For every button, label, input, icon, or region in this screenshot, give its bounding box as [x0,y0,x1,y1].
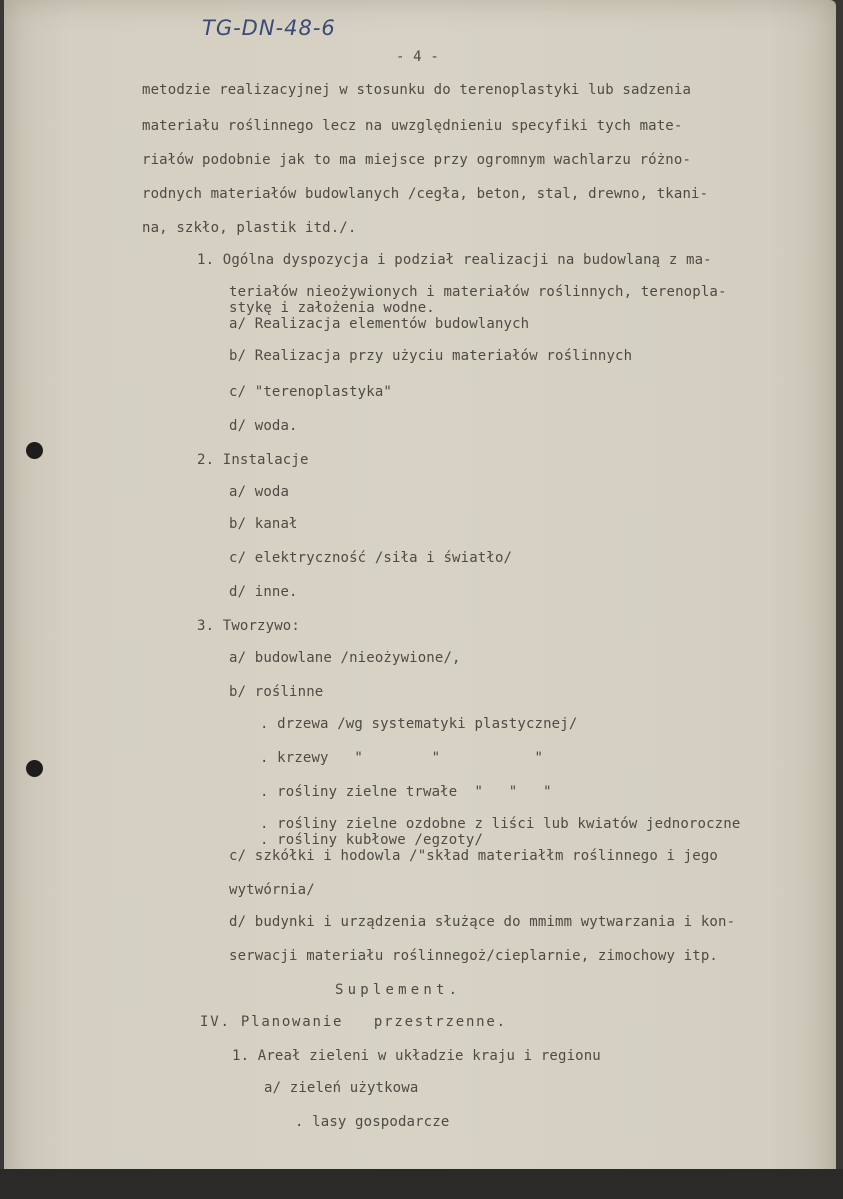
list-item: c/ "terenoplastyka" [229,384,392,400]
list-item: a/ woda [229,484,290,500]
text-line: metodzie realizacyjnej w stosunku do terenoplastyki lub sadzenia [142,82,692,98]
background-strip [0,1169,843,1199]
list-item: c/ szkółki i hodowla /"skład materiałłm roślinnego i jego [229,848,718,864]
list-item: d/ woda. [229,418,298,434]
text-line: teriałów nieożywionych i materiałów roślinnych, terenopla- [229,284,727,300]
text-line: serwacji materiału roślinnegoż/cieplarnie, zimochowy itp. [229,948,718,964]
text-line: rodnych materiałów budowlanych /cegła, beton, stal, drewno, tkani- [142,186,709,202]
section-heading: 1. Areał zieleni w układzie kraju i regionu [232,1048,601,1064]
text-line: stykę i założenia wodne. [229,300,435,316]
punch-hole [26,760,43,777]
text-line: wytwórnia/ [229,882,315,898]
bullet-item: . rośliny zielne trwałe " " " [260,784,552,800]
text-line: na, szkło, plastik itd./. [142,220,357,236]
list-item: b/ Realizacja przy użyciu materiałów roślinnych [229,348,633,364]
archive-mark: TG-DN-48-6 [202,16,336,40]
text-line: materiału roślinnego lecz na uwzględnieniu specyfiki tych mate- [142,118,683,134]
chapter-heading: IV. Planowanie przestrzenne. [200,1014,507,1030]
document-page [4,0,836,1199]
list-item: c/ elektryczność /siła i światło/ [229,550,513,566]
bullet-item: . rośliny zielne ozdobne z liści lub kwiatów jednoroczne [260,816,741,832]
list-item: b/ kanał [229,516,298,532]
section-heading: 3. Tworzywo: [197,618,300,634]
section-heading: 2. Instalacje [197,452,309,468]
supplement-heading: Suplement. [335,982,462,998]
bullet-item: . rośliny kubłowe /egzoty/ [260,832,484,848]
bullet-item: . krzewy " " " [260,750,544,766]
bullet-item: . lasy gospodarcze [295,1114,450,1130]
bullet-item: . drzewa /wg systematyki plastycznej/ [260,716,578,732]
list-item: a/ Realizacja elementów budowlanych [229,316,530,332]
section-heading: 1. Ogólna dyspozycja i podział realizacji na budowlaną z ma- [197,252,712,268]
page-number: - 4 - [396,49,439,65]
list-item: a/ zieleń użytkowa [264,1080,419,1096]
list-item: d/ inne. [229,584,298,600]
list-item: a/ budowlane /nieożywione/, [229,650,461,666]
list-item: b/ roślinne [229,684,324,700]
text-line: riałów podobnie jak to ma miejsce przy ogromnym wachlarzu różno- [142,152,692,168]
punch-hole [26,442,43,459]
list-item: d/ budynki i urządzenia służące do mmimm wytwarzania i kon- [229,914,736,930]
